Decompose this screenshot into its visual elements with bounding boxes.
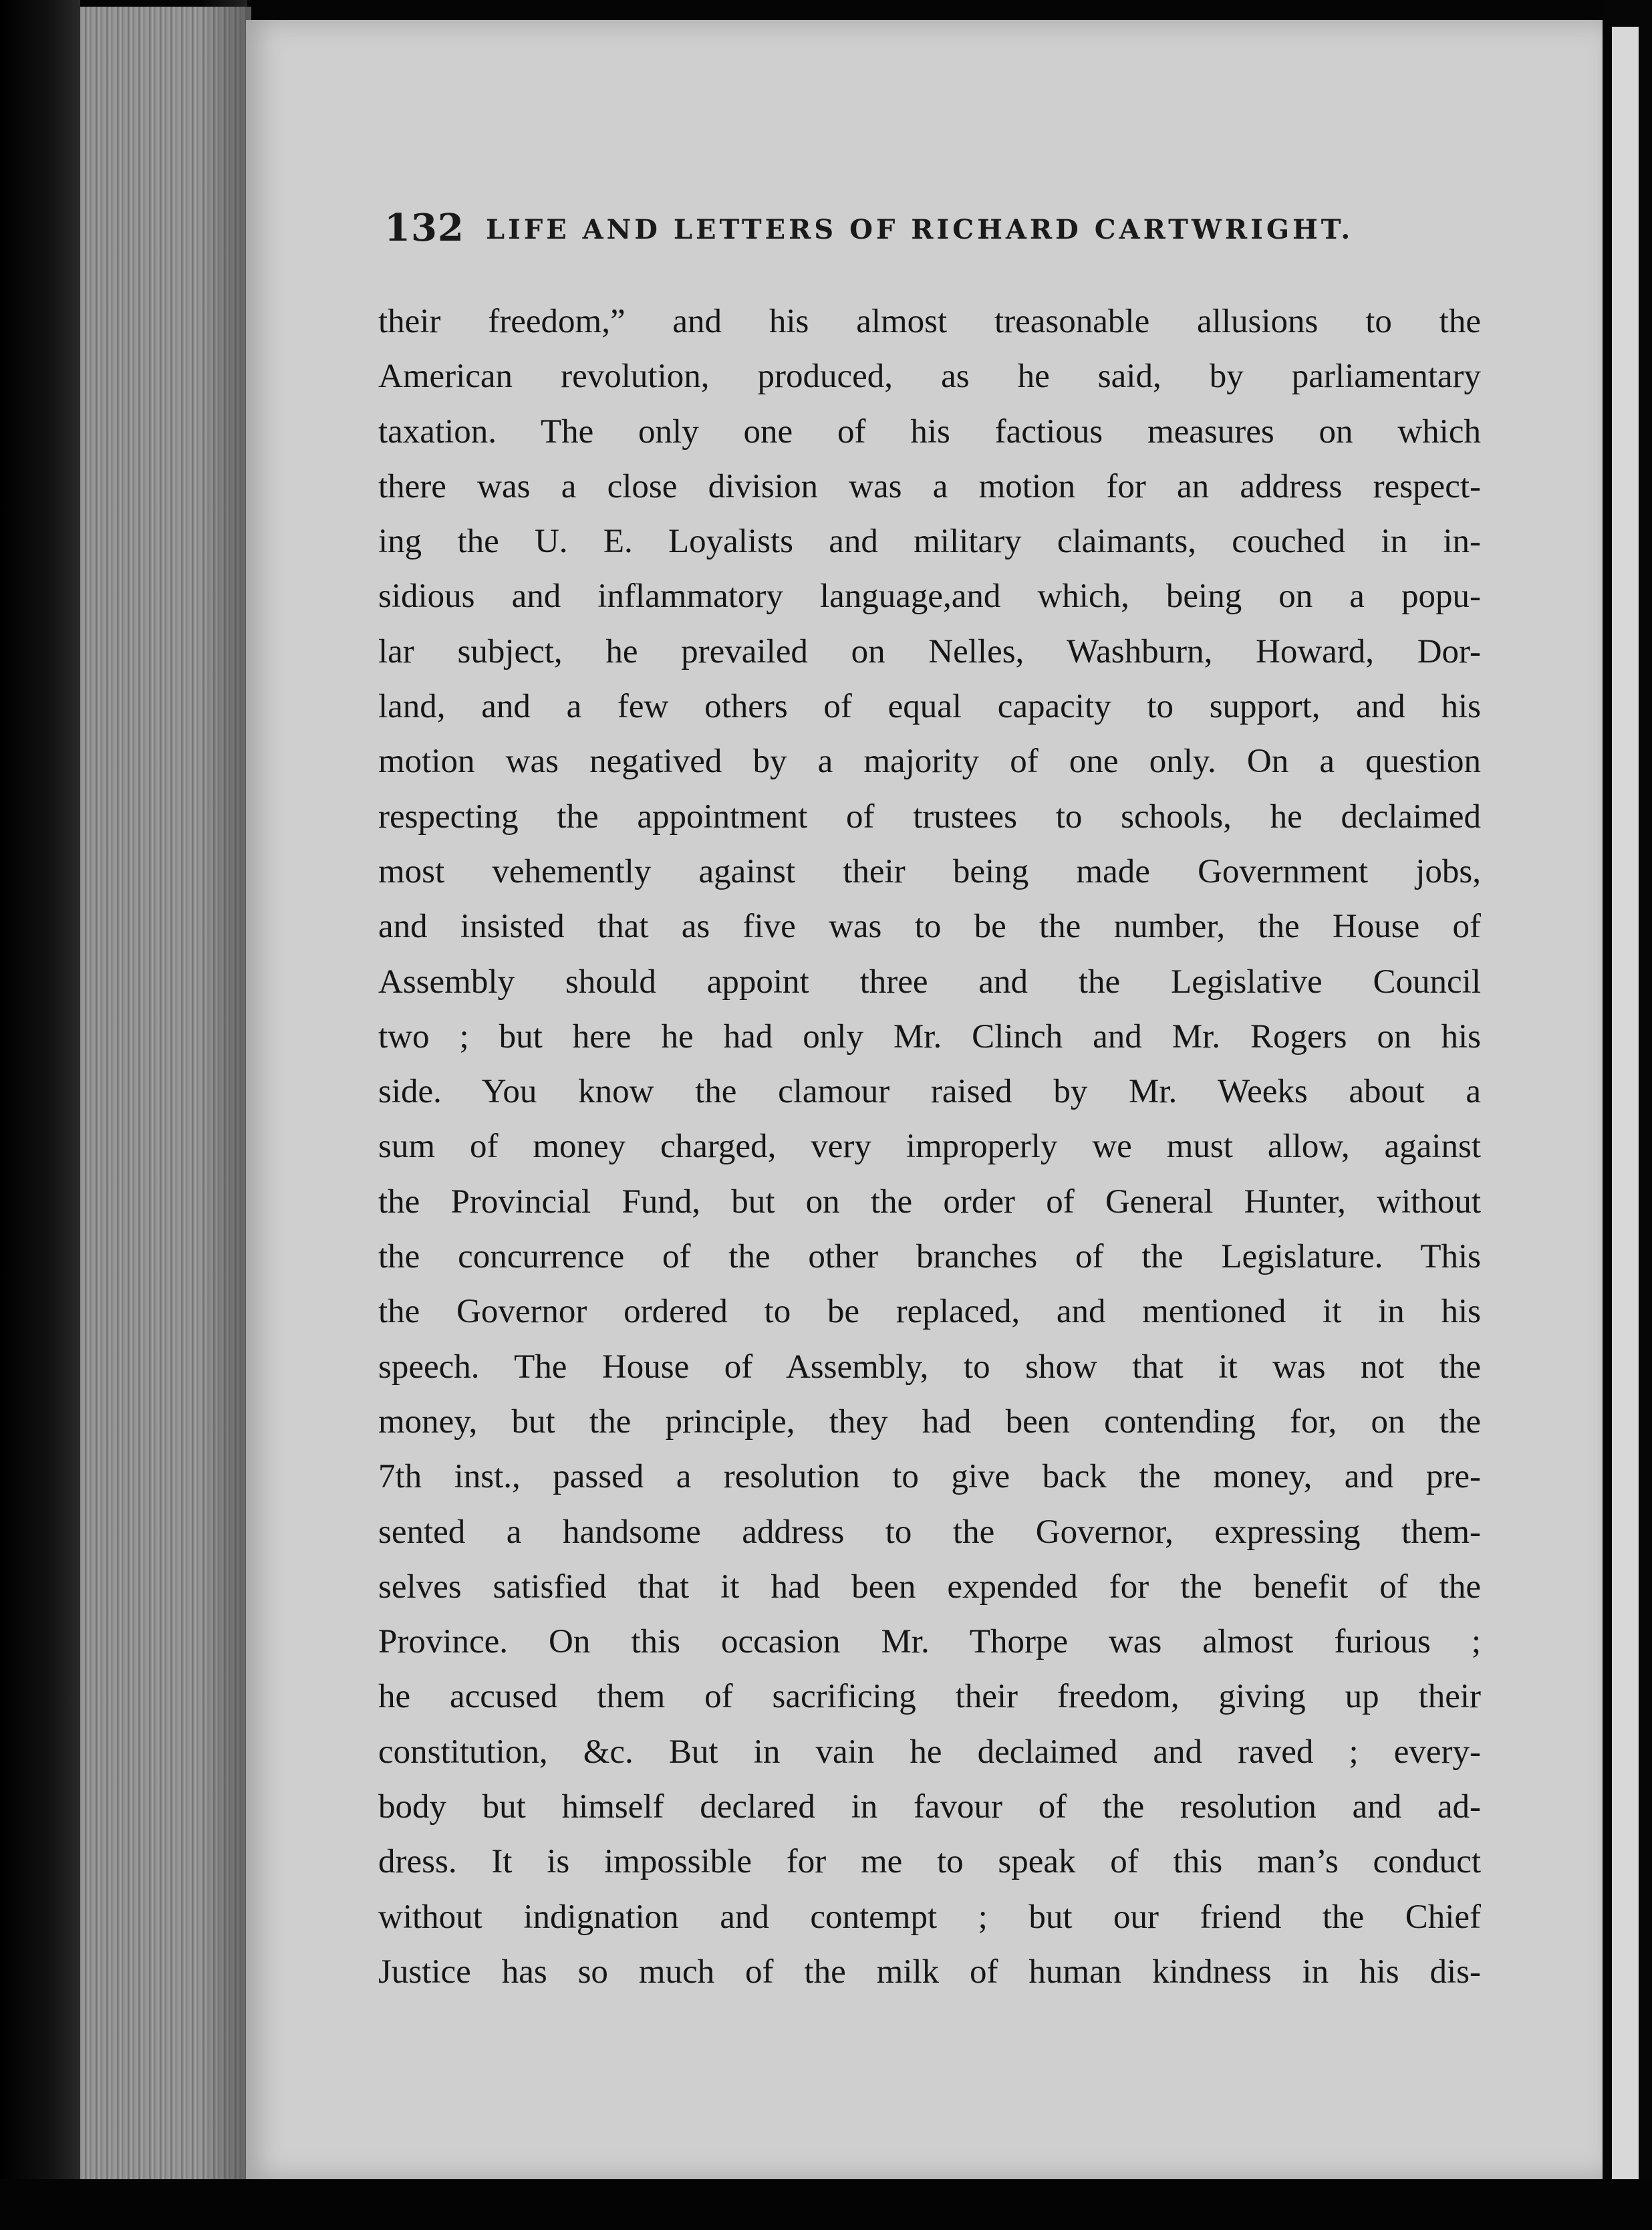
text-line: respecting the appointment of trustees to schools, he declaimed bbox=[378, 797, 1481, 836]
text-line: and insisted that as five was to be the number, the House of bbox=[378, 908, 1481, 946]
text-line: sented a handsome address to the Governor, expressing them- bbox=[378, 1513, 1481, 1551]
body-text bbox=[378, 294, 1481, 1999]
text-line: taxation. The only one of his factious measures on which bbox=[378, 412, 1481, 451]
text-line: land, and a few others of equal capacity to support, and his bbox=[378, 688, 1481, 726]
text-line: body but himself declared in favour of the resolution and ad- bbox=[378, 1788, 1481, 1826]
text-line: money, but the principle, they had been contending for, on the bbox=[378, 1402, 1481, 1441]
text-line: Province. On this occasion Mr. Thorpe was almost furious ; bbox=[378, 1623, 1481, 1661]
text-line: constitution, &c. But in vain he declaimed and raved ; every- bbox=[378, 1733, 1481, 1771]
text-line: sidious and inflammatory language,and which, being on a popu- bbox=[378, 578, 1481, 616]
text-line: dress. It is impossible for me to speak of this man’s conduct bbox=[378, 1843, 1481, 1881]
text-line: the concurrence of the other branches of the Legislature. This bbox=[378, 1238, 1481, 1276]
page-number: 132 bbox=[384, 206, 464, 250]
text-line: American revolution, produced, as he said, by parliamentary bbox=[378, 358, 1481, 396]
text-line: lar subject, he prevailed on Nelles, Washburn, Howard, Dor- bbox=[378, 632, 1481, 670]
text-line: Assembly should appoint three and the Legislative Council bbox=[378, 963, 1481, 1001]
text-line: ing the U. E. Loyalists and military claimants, couched in in- bbox=[378, 523, 1481, 561]
next-page-sliver bbox=[1612, 27, 1639, 2186]
text-line: Justice has so much of the milk of human kindness in his dis- bbox=[378, 1953, 1481, 1991]
text-line: most vehemently against their being made Government jobs, bbox=[378, 852, 1481, 890]
running-title: LIFE AND LETTERS OF RICHARD CARTWRIGHT. bbox=[486, 214, 1354, 245]
book-binding-edge bbox=[0, 0, 80, 2230]
text-line: the Governor ordered to be replaced, and mentioned it in his bbox=[378, 1293, 1481, 1331]
text-line: their freedom,” and his almost treasonable allusions to the bbox=[378, 303, 1481, 340]
text-line: the Provincial Fund, but on the order of General Hunter, without bbox=[378, 1183, 1481, 1221]
running-header bbox=[384, 206, 1427, 259]
text-line: selves satisfied that it had been expended for the benefit of the bbox=[378, 1568, 1481, 1606]
text-line: he accused them of sacrificing their freedom, giving up their bbox=[378, 1678, 1481, 1716]
text-line: speech. The House of Assembly, to show that it was not the bbox=[378, 1348, 1481, 1386]
bottom-dark-margin bbox=[0, 2179, 1652, 2230]
text-line: sum of money charged, very improperly we must allow, against bbox=[378, 1128, 1481, 1166]
text-line: there was a close division was a motion for an address respect- bbox=[378, 467, 1481, 505]
text-line: side. You know the clamour raised by Mr. Weeks about a bbox=[378, 1073, 1481, 1111]
text-line: 7th inst., passed a resolution to give back the money, and pre- bbox=[378, 1458, 1481, 1496]
text-line: without indignation and contempt ; but our friend the Chief bbox=[378, 1898, 1481, 1936]
text-line: two ; but here he had only Mr. Clinch and Mr. Rogers on his bbox=[378, 1017, 1481, 1056]
text-line: motion was negatived by a majority of one only. On a question bbox=[378, 743, 1481, 781]
page-edge-shadow bbox=[200, 0, 247, 2206]
